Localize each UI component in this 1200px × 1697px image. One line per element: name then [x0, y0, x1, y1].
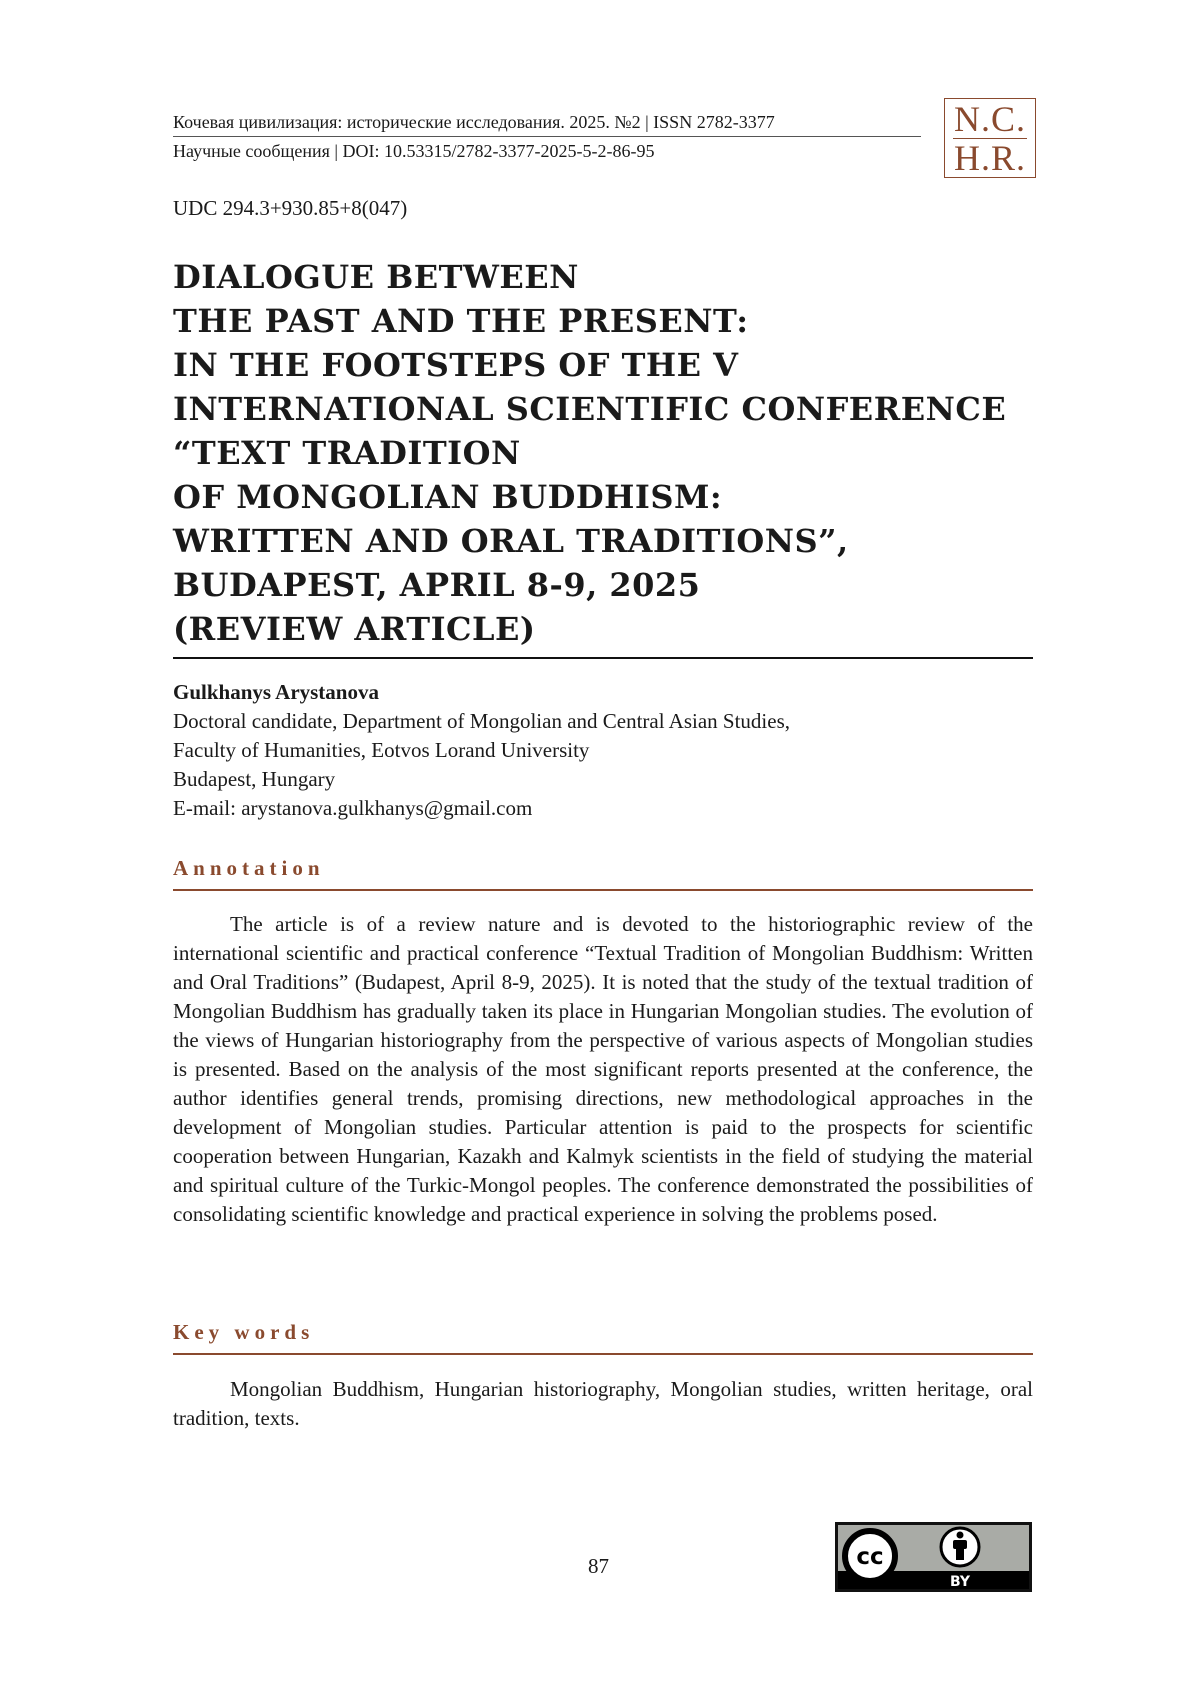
title-line: BUDAPEST, APRIL 8-9, 2025 — [173, 566, 701, 604]
cc-icon — [845, 1531, 895, 1581]
title-line: DIALOGUE BETWEEN — [173, 258, 579, 296]
annotation-heading: Annotation — [173, 856, 1033, 891]
author-position: Doctoral candidate, Department of Mongolian and Central Asian Studies, — [173, 709, 791, 733]
cc-by-badge-graphic — [836, 1523, 1031, 1591]
title-line: IN THE FOOTSTEPS OF THE V — [173, 346, 739, 384]
title-line: “TEXT TRADITION — [173, 434, 521, 472]
section-doi-line: Научные сообщения | DOI: 10.53315/2782-3377-2025-5-2-86-95 — [173, 141, 655, 161]
cc-by-license-badge[interactable] — [835, 1522, 1032, 1592]
title-divider — [173, 657, 1033, 659]
annotation-text: The article is of a review nature and is devoted to the historiographic review of the international scientific and practical conference “Textual Tradition of Mongolian Buddhism: Written and Oral Traditions” (Budapest, April 8-9, 2025). It is noted that the study of the textual tradition of Mongolian Buddhism has gradually taken its place in Hungarian Mongolian studies. The evolution of the views of Hungarian historiography from the perspective of various aspects of Mongolian studies is presented. Based on the analysis of the most significant reports presented at the conference, the author identifies general trends, promising directions, new methodological approaches in the development of Mongolian studies. Particular attention is paid to the prospects for scientific cooperation between Hungarian, Kazakh and Kalmyk scientists in the field of studying the material and spiritual culture of the Turkic-Mongol peoples. The conference demonstrated the possibilities of consolidating scientific knowledge and practical experience in solving the problems posed. — [173, 912, 1033, 1226]
author-name: Gulkhanys Arystanova — [173, 680, 379, 704]
page-number: 87 — [588, 1554, 609, 1578]
journal-line: Кочевая цивилизация: исторические исследования. 2025. №2 | ISSN 2782-3377 — [173, 108, 921, 137]
title-line: INTERNATIONAL SCIENTIFIC CONFERENCE — [173, 390, 1007, 428]
running-header — [173, 108, 921, 165]
udc-code: UDC 294.3+930.85+8(047) — [173, 196, 408, 220]
author-faculty: Faculty of Humanities, Eotvos Lorand University — [173, 738, 590, 762]
title-line: (REVIEW ARTICLE) — [173, 610, 536, 648]
author-block — [173, 678, 790, 823]
journal-logo — [944, 98, 1036, 178]
article-title — [173, 255, 1033, 651]
keywords-heading: Key words — [173, 1320, 1033, 1355]
by-attribution-icon — [941, 1528, 979, 1566]
cc-label: cc — [856, 1544, 884, 1570]
logo-bottom-text: H.R. — [953, 137, 1026, 178]
title-line: OF MONGOLIAN BUDDHISM: — [173, 478, 723, 516]
logo-top-text: N.C. — [953, 98, 1026, 139]
title-line: THE PAST AND THE PRESENT: — [173, 302, 749, 340]
by-label: BY — [949, 1574, 971, 1590]
keywords-text: Mongolian Buddhism, Hungarian historiography, Mongolian studies, written heritage, oral tradition, texts. — [173, 1377, 1033, 1430]
author-location: Budapest, Hungary — [173, 767, 336, 791]
title-line: WRITTEN AND ORAL TRADITIONS”, — [173, 522, 849, 560]
author-email[interactable]: E-mail: arystanova.gulkhanys@gmail.com — [173, 796, 533, 820]
